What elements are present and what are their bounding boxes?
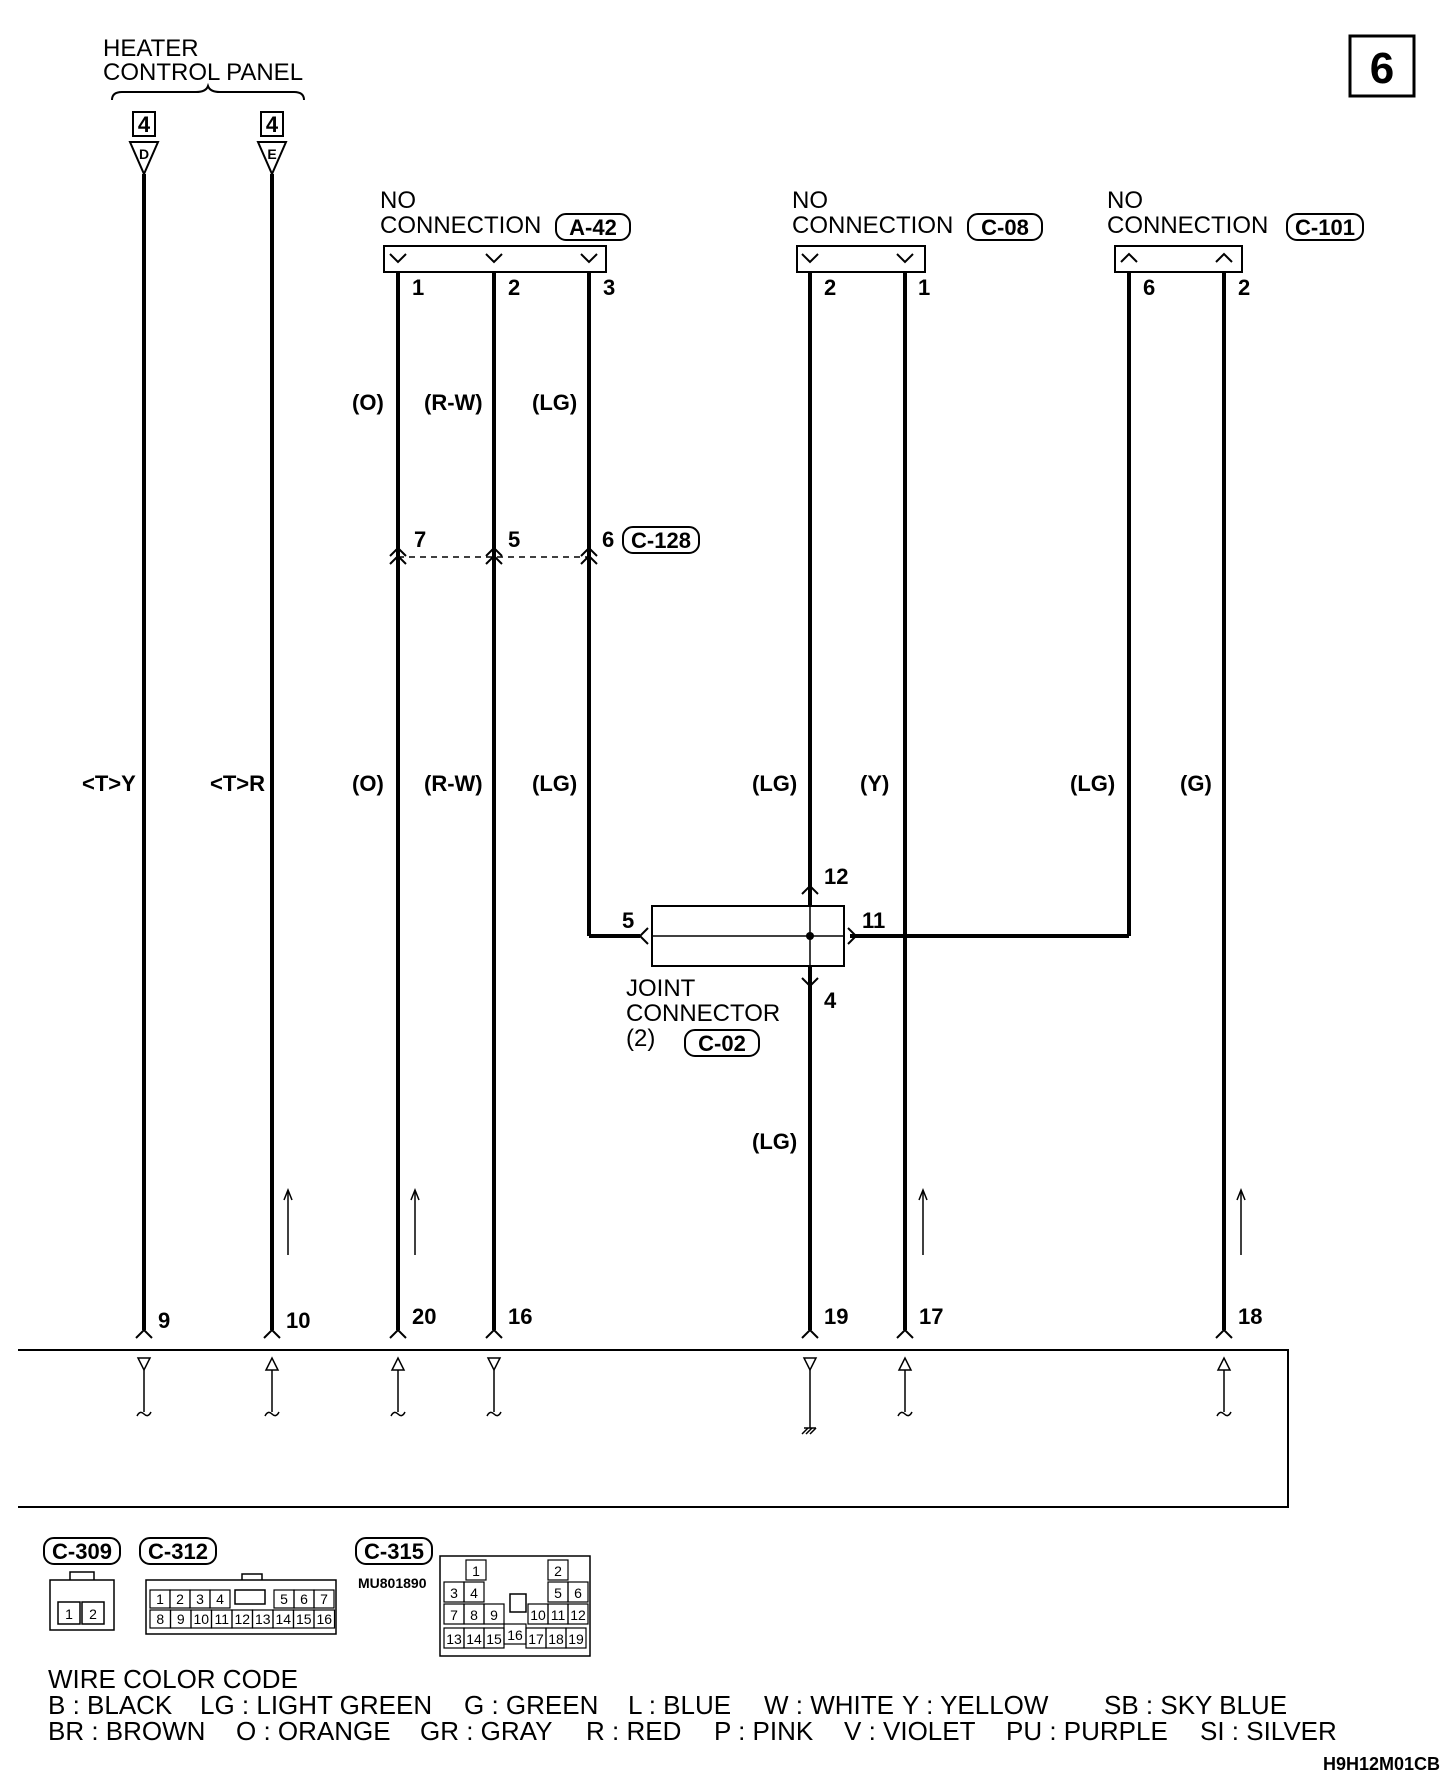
c315-cell: 7 [450, 1607, 458, 1623]
nc-a42-id: A-42 [569, 215, 617, 240]
heater-panel-brace [112, 86, 304, 100]
c312-cell: 7 [320, 1591, 328, 1607]
c128-pin-6: 6 [602, 527, 615, 552]
legend-entry: Y : YELLOW [902, 1690, 1049, 1720]
legend-entry: G : GREEN [464, 1690, 599, 1720]
nc-c08-id: C-08 [981, 215, 1029, 240]
legend-entry: SI : SILVER [1200, 1716, 1337, 1746]
legend-entry: W : WHITE [764, 1690, 894, 1720]
c315-cells [444, 1560, 588, 1648]
wire-color-mid-ty: <T>Y [82, 771, 136, 796]
nc-a42-pin-2: 2 [508, 275, 521, 300]
wire-color-mid-tr: <T>R [210, 771, 266, 796]
c312-cell: 2 [176, 1591, 184, 1607]
joint-pin-11: 11 [862, 908, 886, 933]
heater-tag-d: D [138, 146, 150, 162]
legend-entry: LG : LIGHT GREEN [200, 1690, 433, 1720]
c315-cell: 17 [528, 1631, 544, 1647]
c315-cell: 15 [486, 1631, 502, 1647]
bottom-pin-16: 16 [508, 1304, 533, 1329]
c315-cell: 3 [450, 1585, 458, 1601]
legend-entry: L : BLUE [628, 1690, 732, 1720]
heater-num-e: 4 [265, 112, 279, 137]
c309-face [50, 1572, 114, 1630]
c309-cell-2: 2 [89, 1606, 97, 1622]
legend-entry: SB : SKY BLUE [1104, 1690, 1288, 1720]
c315-cell: 12 [570, 1607, 586, 1623]
joint-pin-5: 5 [622, 908, 635, 933]
wire-color-mid-rw: (R-W) [424, 771, 483, 796]
c315-cell: 1 [472, 1563, 480, 1579]
c315-cell: 14 [466, 1631, 482, 1647]
c315-cell: 10 [530, 1607, 546, 1623]
heater-tag-e: E [267, 146, 277, 162]
legend-row-2 [48, 1716, 1337, 1746]
bottom-pin-18: 18 [1238, 1304, 1263, 1329]
c312-cell: 9 [176, 1611, 185, 1627]
signal-arrows [284, 1190, 1245, 1255]
c128-pin-7: 7 [414, 527, 427, 552]
nc-a42-label-2: CONNECTION [380, 212, 542, 239]
wire-color-mid-g: (G) [1180, 771, 1212, 796]
nc-c101-label-2: CONNECTION [1107, 212, 1269, 239]
c312-cell: 4 [216, 1591, 224, 1607]
wires [144, 174, 1224, 1330]
c312-cell: 8 [156, 1611, 165, 1627]
c309-cell-1: 1 [65, 1606, 73, 1622]
c312-id: C-312 [148, 1539, 208, 1564]
figure-code: H9H12M01CB [1322, 1754, 1440, 1774]
legend-entry: GR : GRAY [420, 1716, 553, 1746]
joint-pin-4: 4 [824, 988, 837, 1013]
nc-c101-pin-2: 2 [1238, 275, 1251, 300]
c312-cell: 1 [156, 1591, 164, 1607]
legend-entry: O : ORANGE [236, 1716, 391, 1746]
nc-c101-pin-6: 6 [1143, 275, 1156, 300]
c315-cell: 9 [490, 1607, 498, 1623]
nc-a42-body [384, 246, 606, 272]
legend-title: WIRE COLOR CODE [48, 1664, 298, 1694]
bottom-pin-17: 17 [919, 1304, 944, 1329]
bottom-pin-20: 20 [412, 1304, 437, 1329]
c309-id: C-309 [52, 1539, 112, 1564]
nc-c101-id: C-101 [1295, 215, 1355, 240]
c315-cell: 5 [554, 1585, 562, 1601]
bottom-pin-9: 9 [158, 1308, 171, 1333]
joint-label-3: (2) [626, 1025, 656, 1052]
c312-cell: 10 [193, 1611, 210, 1627]
legend-entry: R : RED [586, 1716, 682, 1746]
legend-entry: P : PINK [714, 1716, 814, 1746]
nc-a42-pin-3: 3 [603, 275, 616, 300]
c312-cell: 14 [275, 1611, 292, 1627]
joint-label-2: CONNECTOR [626, 1000, 781, 1027]
c315-cell: 4 [470, 1585, 478, 1601]
legend-entry: BR : BROWN [48, 1716, 206, 1746]
wire-color-top-o: (O) [352, 390, 384, 415]
bottom-pin-19: 19 [824, 1304, 849, 1329]
c312-cell: 5 [280, 1591, 288, 1607]
wire-color-mid-lg3: (LG) [1070, 771, 1116, 796]
legend-entry: V : VIOLET [844, 1716, 976, 1746]
c312-cell: 16 [316, 1611, 333, 1627]
joint-id: C-02 [698, 1031, 746, 1056]
nc-c08-pin-2: 2 [824, 275, 837, 300]
nc-a42-label-1: NO [380, 187, 416, 214]
c315-cell: 13 [446, 1631, 462, 1647]
wire-color-top-lg: (LG) [532, 390, 578, 415]
wire-color-lower-lg: (LG) [752, 1129, 798, 1154]
c312-cell: 13 [254, 1611, 271, 1627]
nc-c08-label-2: CONNECTION [792, 212, 954, 239]
c312-cell: 12 [234, 1611, 251, 1627]
wire-color-mid-y: (Y) [860, 771, 890, 796]
c315-cell: 18 [548, 1631, 564, 1647]
nc-c08-body [797, 246, 925, 272]
c315-cell: 19 [568, 1631, 584, 1647]
c312-cells [150, 1590, 335, 1628]
c315-part: MU801890 [358, 1575, 427, 1591]
c315-cell: 6 [574, 1585, 582, 1601]
wire-color-mid-lg2: (LG) [752, 771, 798, 796]
legend-entry: B : BLACK [48, 1690, 173, 1720]
c312-cell: 15 [295, 1611, 312, 1627]
page-number: 6 [1369, 44, 1395, 93]
c128-id: C-128 [631, 528, 691, 553]
c312-cell: 3 [196, 1591, 204, 1607]
joint-pin-12: 12 [824, 864, 849, 889]
joint-label-1: JOINT [626, 975, 696, 1002]
legend-entry: PU : PURPLE [1006, 1716, 1168, 1746]
c315-id: C-315 [364, 1539, 424, 1564]
nc-c101-label-1: NO [1107, 187, 1143, 214]
ecu-box [18, 1350, 1288, 1507]
joint-node [806, 932, 814, 940]
internal-circuits [137, 1358, 1231, 1434]
nc-a42-pin-1: 1 [412, 275, 425, 300]
c312-cell: 6 [300, 1591, 308, 1607]
heater-num-d: 4 [137, 112, 151, 137]
c315-cell: 16 [507, 1627, 523, 1643]
heater-panel-label-2: CONTROL PANEL [103, 59, 304, 86]
nc-c08-pin-1: 1 [918, 275, 931, 300]
c315-cell: 11 [550, 1607, 566, 1623]
c315-cell: 2 [554, 1563, 562, 1579]
heater-panel-label-1: HEATER [103, 35, 199, 62]
c312-cell: 11 [214, 1611, 230, 1627]
c128-pin-5: 5 [508, 527, 521, 552]
c315-cell: 8 [470, 1607, 478, 1623]
wire-color-mid-o: (O) [352, 771, 384, 796]
wire-color-top-rw: (R-W) [424, 390, 483, 415]
nc-c08-label-1: NO [792, 187, 828, 214]
wire-color-mid-lg1: (LG) [532, 771, 578, 796]
bottom-pin-10: 10 [286, 1308, 311, 1333]
